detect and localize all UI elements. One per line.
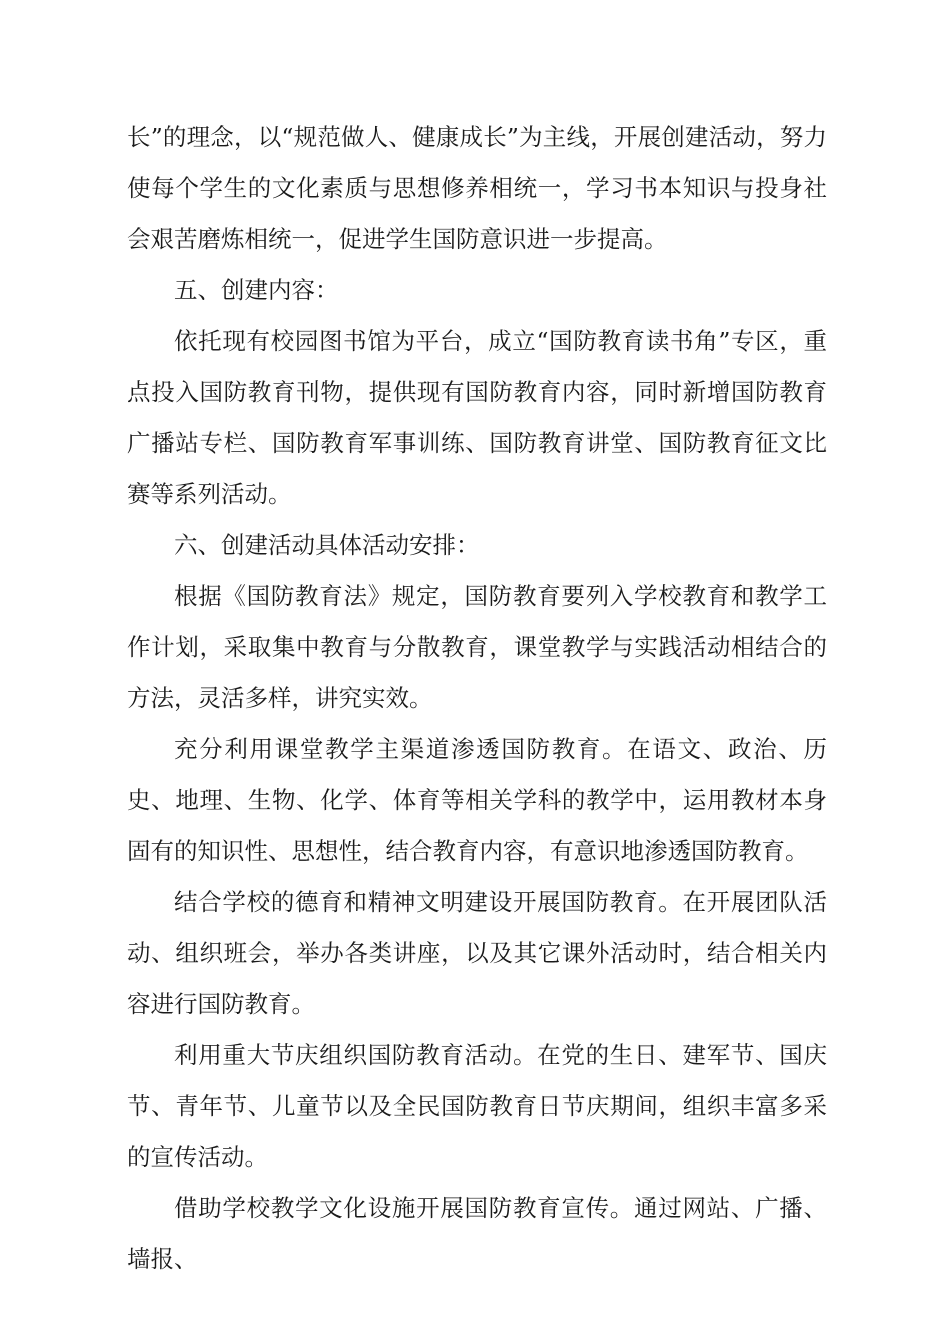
- document-body: [127, 112, 827, 1285]
- paragraph-moral-education: 结合学校的德育和精神文明建设开展国防教育。在开展团队活动、组织班会，举办各类讲座，以及其它课外活动时，结合相关内容进行国防教育。: [127, 888, 827, 1018]
- section-heading-creation-content: 五、创建内容：: [174, 276, 339, 304]
- paragraph-festival-activities: 利用重大节庆组织国防教育活动。在党的生日、建军节、国庆节、青年节、儿童节以及全民国防教育日节庆期间，组织丰富多采的宣传活动。: [127, 1041, 827, 1171]
- paragraph-defense-education-law: 根据《国防教育法》规定，国防教育要列入学校教育和教学工作计划，采取集中教育与分散教育，课堂教学与实践活动相结合的方法，灵活多样，讲究实效。: [127, 582, 827, 712]
- paragraph-classroom-teaching: 充分利用课堂教学主渠道渗透国防教育。在语文、政治、历史、地理、生物、化学、体育等相关学科的教学中，运用教材本身固有的知识性、思想性，结合教育内容，有意识地渗透国防教育。: [127, 735, 827, 865]
- paragraph-continuation: 长”的理念，以“规范做人、健康成长”为主线，开展创建活动，努力使每个学生的文化素质与思想修养相统一，学习书本知识与投身社会艰苦磨炼相统一，促进学生国防意识进一步提高。: [127, 123, 827, 253]
- paragraph-cultural-facilities: 借助学校教学文化设施开展国防教育宣传。通过网站、广播、墙报、: [127, 1194, 827, 1273]
- section-heading-activity-arrangement: 六、创建活动具体活动安排：: [174, 531, 480, 559]
- paragraph-creation-content: 依托现有校园图书馆为平台，成立“国防教育读书角”专区，重点投入国防教育刊物，提供现有国防教育内容，同时新增国防教育广播站专栏、国防教育军事训练、国防教育讲堂、国防教育征文比赛等系列活动。: [127, 327, 827, 508]
